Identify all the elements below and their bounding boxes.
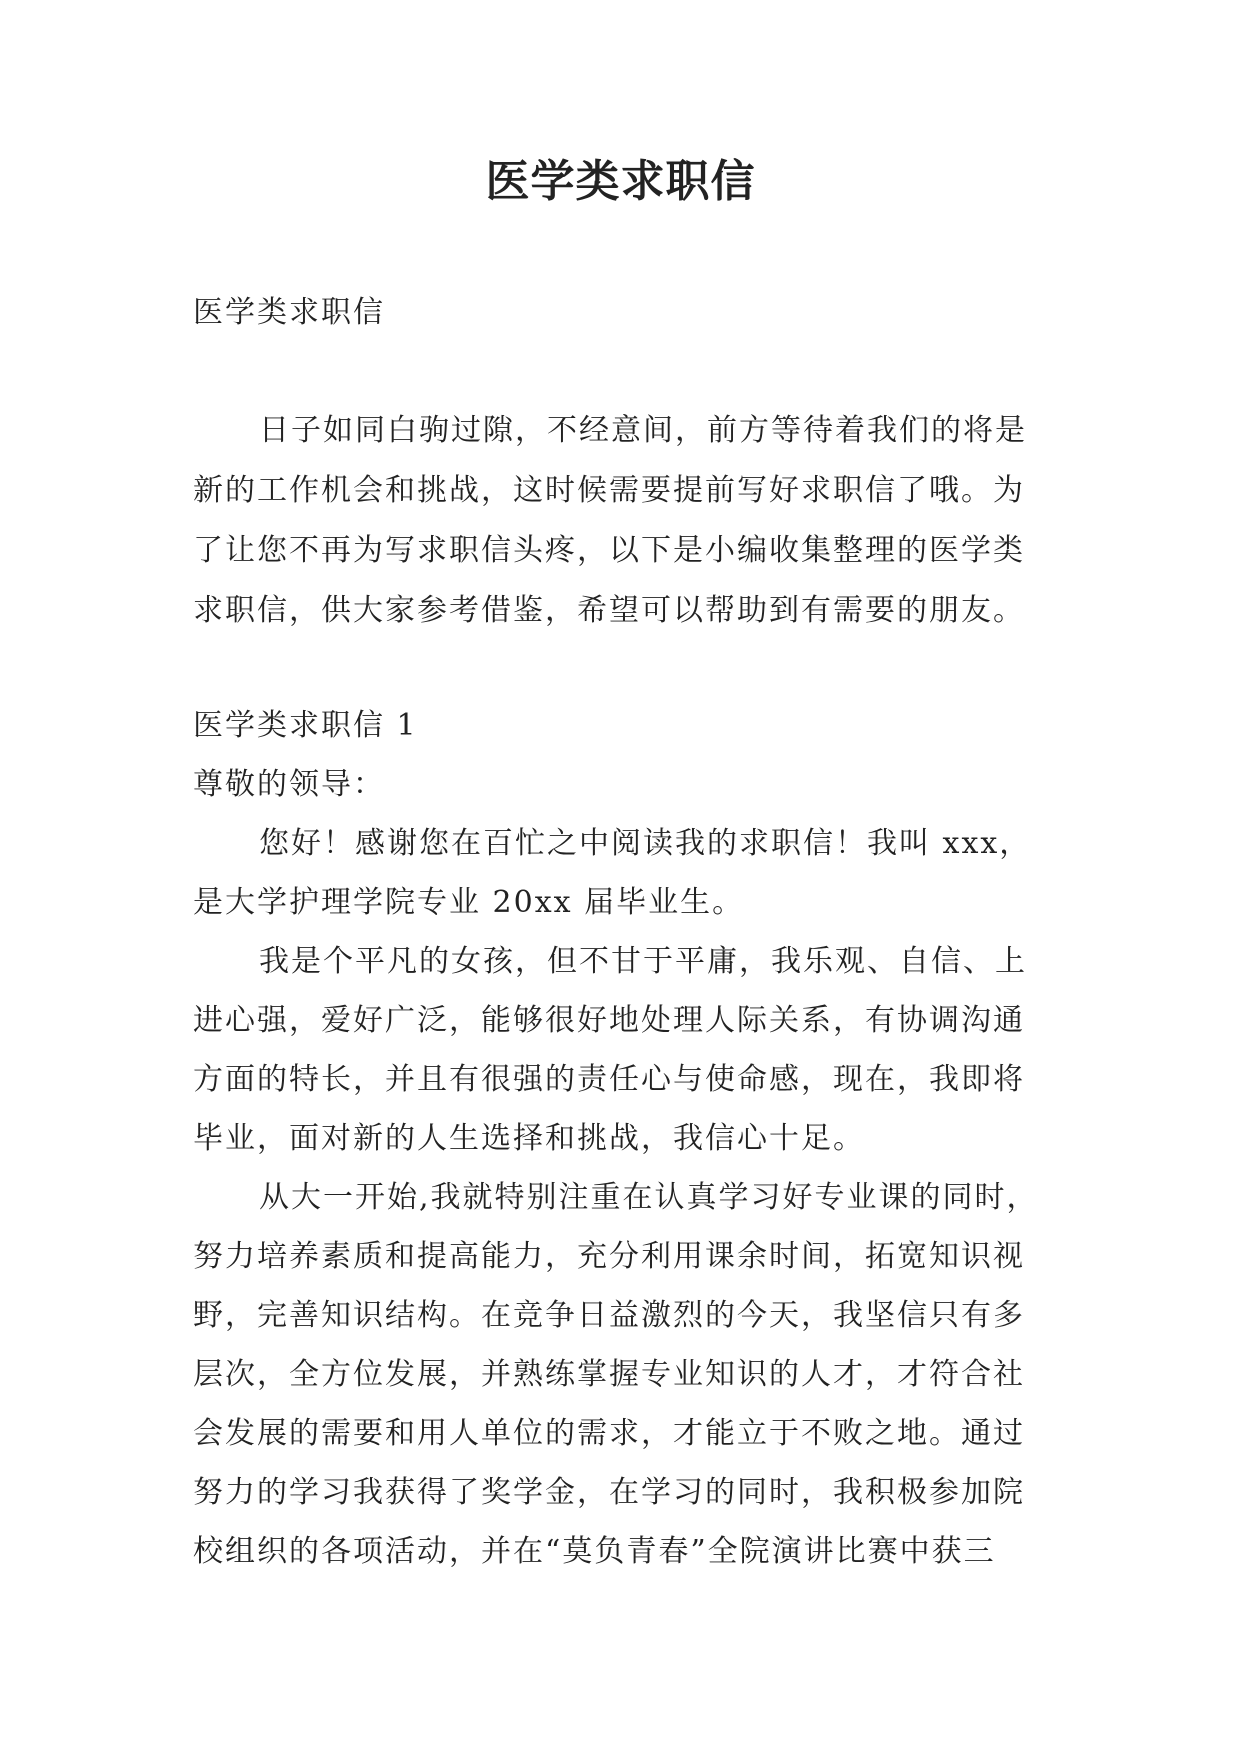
document-title: 医学类求职信: [485, 156, 756, 207]
letter-heading: 医学类求职信 1: [193, 708, 418, 743]
paragraph-line: 进心强，爱好广泛，能够很好地处理人际关系，有协调沟通: [193, 1003, 1025, 1038]
paragraph-line: 您好！感谢您在百忙之中阅读我的求职信！我叫 xxx，: [259, 826, 1032, 861]
paragraph-line: 会发展的需要和用人单位的需求，才能立于不败之地。通过: [193, 1416, 1025, 1451]
paragraph-line: 从大一开始,我就特别注重在认真学习好专业课的同时，: [259, 1180, 1039, 1215]
intro-line: 日子如同白驹过隙，不经意间，前方等待着我们的将是: [259, 413, 1027, 448]
intro-line: 求职信，供大家参考借鉴，希望可以帮助到有需要的朋友。: [193, 593, 1025, 628]
intro-line: 了让您不再为写求职信头疼，以下是小编收集整理的医学类: [193, 533, 1025, 568]
paragraph-line: 努力的学习我获得了奖学金，在学习的同时，我积极参加院: [193, 1475, 1025, 1510]
salutation: 尊敬的领导：: [193, 767, 385, 802]
intro-line: 新的工作机会和挑战，这时候需要提前写好求职信了哦。为: [193, 473, 1025, 508]
paragraph-line: 毕业，面对新的人生选择和挑战，我信心十足。: [193, 1121, 865, 1156]
paragraph-line: 野，完善知识结构。在竞争日益激烈的今天，我坚信只有多: [193, 1298, 1025, 1333]
paragraph-line: 层次，全方位发展，并熟练掌握专业知识的人才，才符合社: [193, 1357, 1025, 1392]
paragraph-line: 我是个平凡的女孩，但不甘于平庸，我乐观、自信、上: [259, 944, 1027, 979]
paragraph-line: 方面的特长，并且有很强的责任心与使命感，现在，我即将: [193, 1062, 1025, 1097]
paragraph-line: 努力培养素质和提高能力，充分利用课余时间，拓宽知识视: [193, 1239, 1025, 1274]
paragraph-line: 校组织的各项活动，并在“莫负青春”全院演讲比赛中获三: [193, 1534, 996, 1569]
paragraph-line: 是大学护理学院专业 20xx 届毕业生。: [193, 885, 745, 920]
document-subtitle: 医学类求职信: [193, 295, 385, 330]
